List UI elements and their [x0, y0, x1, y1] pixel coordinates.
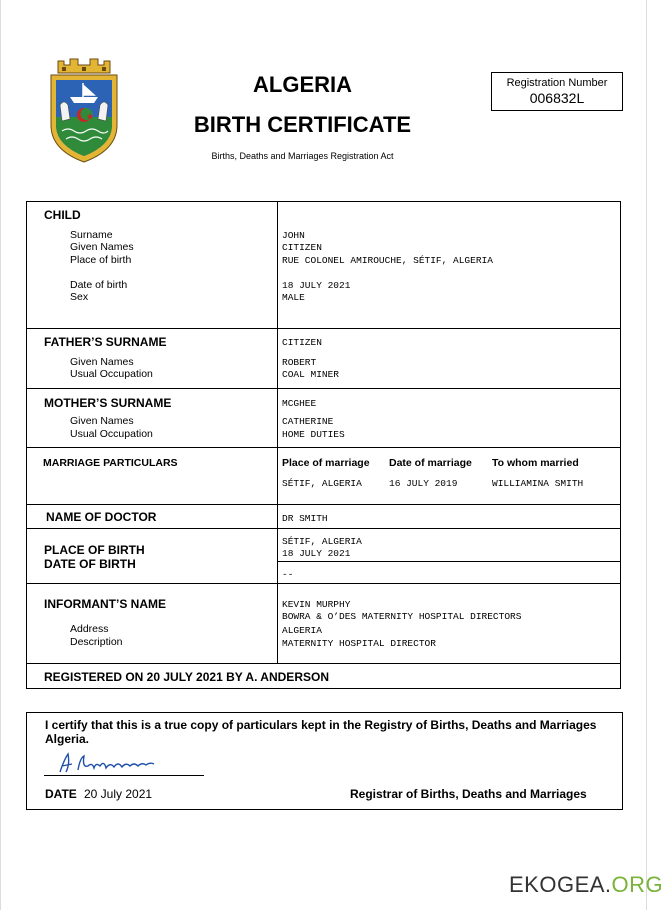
informant-description-label: Description [70, 636, 123, 648]
child-date-of-birth: 18 JULY 2021 [282, 280, 351, 291]
place-of-marriage: SÉTIF, ALGERIA [282, 478, 362, 489]
to-whom-married: WILLIAMINA SMITH [492, 478, 584, 489]
marriage-heading: MARRIAGE PARTICULARS [43, 457, 178, 469]
country-title: ALGERIA [253, 72, 352, 97]
child-given-names: CITIZEN [282, 242, 322, 253]
mother-given-names-label: Given Names [70, 415, 134, 427]
column-divider [277, 504, 278, 528]
column-divider [277, 388, 278, 447]
child-sex: MALE [282, 292, 305, 303]
mother-given-names: CATHERINE [282, 416, 334, 427]
row-divider [27, 447, 620, 448]
registration-act: Births, Deaths and Marriages Registration Act [211, 151, 394, 161]
row-divider [27, 583, 620, 584]
child-surname: JOHN [282, 230, 305, 241]
mother-occupation-label: Usual Occupation [70, 428, 153, 440]
document-title: BIRTH CERTIFICATE [193, 112, 412, 137]
column-divider [277, 528, 278, 583]
doctor-heading: NAME OF DOCTOR [46, 510, 157, 524]
place-of-birth: SÉTIF, ALGERIA [282, 536, 362, 547]
coat-of-arms [48, 55, 120, 165]
birth-extra: -- [282, 569, 294, 580]
child-date-of-birth-label: Date of birth [70, 279, 128, 291]
informant-name: KEVIN MURPHY [282, 599, 351, 610]
child-sex-label: Sex [70, 291, 89, 303]
informant-address-line1: BOWRA & O’DES MATERNITY HOSPITAL DIRECTORS [282, 611, 522, 622]
father-heading: FATHER’S SURNAME [44, 335, 167, 349]
row-divider [27, 528, 620, 529]
child-heading: CHILD [44, 208, 81, 222]
watermark-part2: ORG [611, 872, 663, 897]
place-of-marriage-label: Place of marriage [282, 457, 370, 469]
row-divider [27, 388, 620, 389]
father-occupation-label: Usual Occupation [70, 368, 153, 380]
father-surname: CITIZEN [282, 337, 322, 348]
informant-address-label: Address [70, 623, 109, 635]
child-given-names-label: Given Names [70, 241, 134, 253]
informant-description: MATERNITY HOSPITAL DIRECTOR [282, 638, 436, 649]
place-of-birth-heading: PLACE OF BIRTH [44, 543, 145, 557]
column-divider [277, 583, 278, 663]
informant-address-line2: ALGERIA [282, 625, 322, 636]
child-place-of-birth-label: Place of birth [70, 254, 132, 266]
column-divider [277, 328, 278, 388]
certification-date-label: DATE [45, 787, 77, 801]
date-of-birth: 18 JULY 2021 [282, 548, 351, 559]
row-divider [27, 504, 620, 505]
child-surname-label: Surname [70, 229, 113, 241]
mother-surname: MCGHEE [282, 398, 317, 409]
date-of-marriage-label: Date of marriage [389, 457, 472, 469]
row-divider [277, 561, 620, 562]
row-divider [27, 328, 620, 329]
father-given-names-label: Given Names [70, 356, 134, 368]
father-given-names: ROBERT [282, 357, 317, 368]
registrar-title: Registrar of Births, Deaths and Marriages [350, 787, 587, 801]
registration-number-label: Registration Number [506, 77, 608, 89]
registration-number: 006832L [529, 90, 585, 106]
child-place-of-birth: RUE COLONEL AMIROUCHE, SÉTIF, ALGERIA [282, 255, 493, 266]
informant-heading: INFORMANT’S NAME [44, 597, 166, 611]
registrar-signature [30, 740, 160, 780]
watermark [509, 872, 663, 898]
watermark-part1: EKOGEA. [509, 872, 612, 897]
column-divider [277, 202, 278, 328]
row-divider [27, 663, 620, 664]
mother-heading: MOTHER’S SURNAME [44, 396, 172, 410]
column-divider [277, 447, 278, 504]
particulars-table [26, 201, 621, 689]
certification-text: I certify that this is a true copy of particulars kept in the Registry of Births, Deaths and Marriages Algeria. [45, 718, 597, 746]
date-of-birth-heading: DATE OF BIRTH [44, 557, 136, 571]
date-of-marriage: 16 JULY 2019 [389, 478, 458, 489]
mother-occupation: HOME DUTIES [282, 429, 345, 440]
to-whom-married-label: To whom married [492, 457, 579, 469]
registered-line: REGISTERED ON 20 JULY 2021 BY A. ANDERSON [44, 670, 329, 684]
signature-line [44, 775, 204, 776]
doctor-name: DR SMITH [282, 513, 328, 524]
certification-date: 20 July 2021 [84, 787, 153, 801]
father-occupation: COAL MINER [282, 369, 340, 380]
registration-number-box [491, 72, 623, 111]
